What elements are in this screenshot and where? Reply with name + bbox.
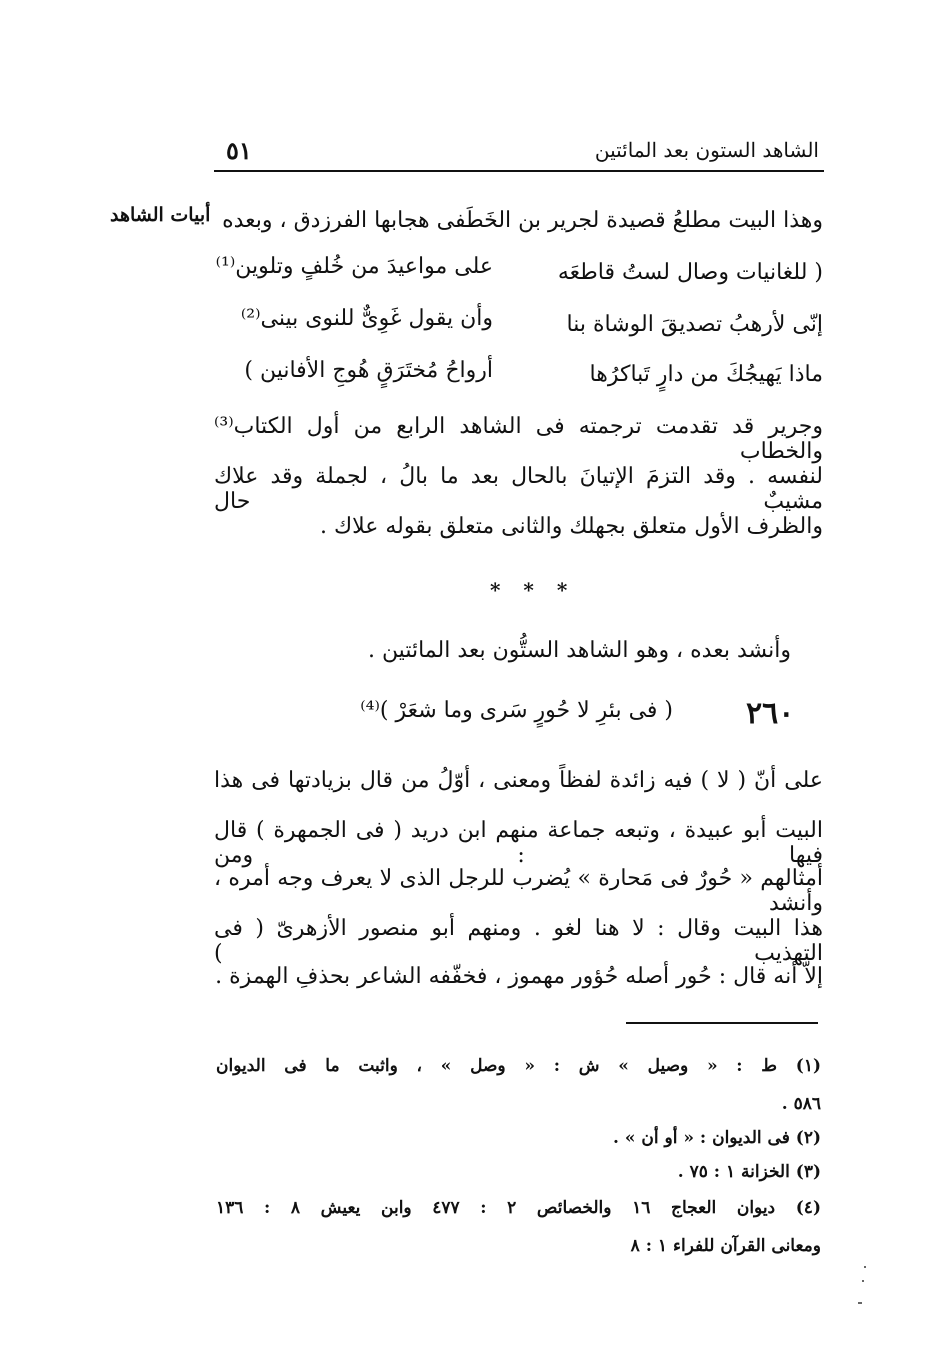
footnote-divider — [626, 1022, 818, 1024]
page-number: ٥١ — [226, 136, 252, 165]
footnote-3: (٣) الخزانة ١ : ٧٥ . — [677, 1162, 821, 1182]
footnote-1-line1: (١) ط : « وصيل » ش : « وصل » ، واثبت ما فى الديوان — [216, 1056, 821, 1076]
verse-2-first-hemistich: إنّى لأرهبُ تصديقَ الوشاة بنا — [566, 312, 823, 337]
footnote-4-line1: (٤) ديوان العجاج ١٦ والخصائص ٢ : ٤٧٧ وابن يعيش ٨ : ١٣٦ — [216, 1198, 821, 1218]
footnote-2: (٢) فى الديوان : « أو أن » . — [612, 1128, 821, 1148]
paragraph2-line3: أمثالهم « حُورٌ فى مَحارة » يُضرب للرجل الذى لا يعرف وجه أمره ، وأنشد — [214, 866, 823, 916]
paragraph2-line4: هذا البيت وقال : لا هنا لغو . ومنهم أبو منصور الأزهرىّ ( فى التهذيب ) — [214, 916, 823, 966]
section-separator: * * * — [490, 578, 576, 602]
footnote-1-line2: ٥٨٦ . — [781, 1094, 821, 1114]
margin-note: أبيات الشاهد — [110, 204, 211, 226]
shahid-verse: ( فى بئرِ لا حُورٍ سَرى وما شعَرْ )⁽⁴⁾ — [360, 698, 673, 723]
running-header-title: الشاهد الستون بعد المائتين — [594, 138, 819, 162]
scan-speck — [862, 1280, 864, 1282]
header-divider — [214, 170, 824, 172]
verse-1-first-hemistich: ( للغانيات وصال لستُ قاطعَه — [557, 260, 823, 285]
shahid-number: ٢٦٠ — [746, 696, 795, 731]
verse-3-first-hemistich: ماذا يَهيجُكَ من دارٍ تَباكرُها — [589, 362, 823, 387]
scan-speck — [864, 1266, 866, 1268]
paragraph2-line1: على أنّ ( لا ) فيه زائدة لفظاً ومعنى ، أوّلُ من قال بزيادتها فى هذا — [214, 768, 823, 793]
scan-speck — [858, 1302, 862, 1304]
paragraph2-line5: إلاّ أنه قال : حُور أصله حُؤور مهموز ، فخفّفه الشاعر بحذفِ الهمزة . — [215, 964, 823, 989]
paragraph1-line2: لنفسه . وقد التزمَ الإتيانَ بالحال بعد ما بالُ ، لجملة وقد علاك مشيبٌ حال — [214, 464, 823, 514]
intro-line: وهذا البيت مطلعُ قصيدة لجرير بن الخَطَفى هجابها الفرزدق ، وبعده — [222, 208, 823, 233]
verse-2-second-hemistich: وأن يقول غَوِىٌّ للنوى بينى⁽²⁾ — [240, 306, 493, 331]
paragraph1-line1: وجرير قد تقدمت ترجمته فى الشاهد الرابع من أول الكتاب⁽³⁾ والخطاب — [214, 414, 823, 464]
verse-3-second-hemistich: أرواحُ مُختَرَقٍ هُوجِ الأفانين ) — [244, 358, 493, 383]
footnote-4-line2: ومعانى القرآن للفراء ١ : ٨ — [630, 1236, 821, 1256]
verse-1-second-hemistich: على مواعيدَ من خُلفٍ وتلوين⁽¹⁾ — [215, 254, 493, 279]
paragraph2-line2: البيت أبو عبيدة ، وتبعه جماعة منهم ابن دريد ( فى الجمهرة ) قال فيها : ومن — [214, 818, 823, 868]
paragraph1-line3: والظرف الأول متعلق بجهلك والثانى متعلق بقوله علاك . — [319, 514, 823, 539]
shahid-intro: وأنشد بعده ، وهو الشاهد الستُّون بعد المائتين . — [367, 638, 791, 663]
